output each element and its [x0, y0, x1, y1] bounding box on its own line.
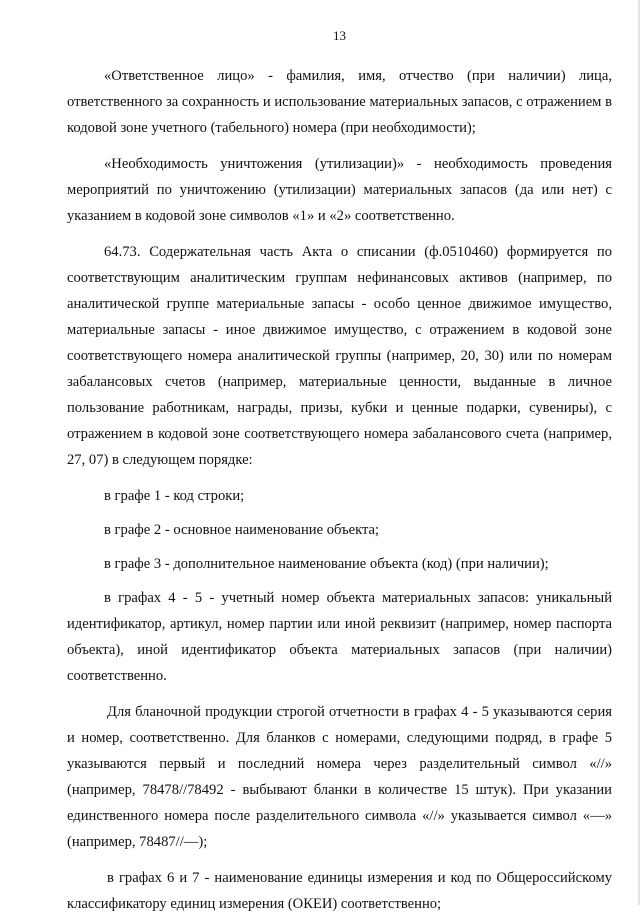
page-number: 13: [333, 28, 346, 43]
paragraph-64-73: 64.73. Содержательная часть Акта о списании (ф.0510460) формируется по соответствующим аналитическим группам нефинансовых активов (например, по аналитической группе материальные запасы - особо ценное движимое имущество, материальные запасы - иное движимое имущество, с отражением в кодовой зоне соответствующего номера аналитической группы (например, 20, 30) или по номерам забалансовых счетов (например, материальные ценности, выданные в личное пользование работникам, награды, призы, кубки и ценные подарки, сувениры), с отражением в кодовой зоне соответствующего номера забалансового счета (например, 27, 07) в следующем порядке:: [67, 244, 612, 468]
paragraph-strict-forms: Для бланочной продукции строгой отчетности в графах 4 - 5 указываются серия и номер, соответственно. Для бланков с номерами, следующими подряд, в графе 5 указываются первый и последний номера через разделительный символ «//» (например, 78478//78492 - выбывают бланки в количестве 15 штук). При указании единственного номера после разделительного символа «//» указывается символ «—» (например, 78487//—);: [67, 704, 612, 850]
paragraph-columns-4-5: в графах 4 - 5 - учетный номер объекта материальных запасов: уникальный идентификатор, артикул, номер партии или иной реквизит (например, номер паспорта объекта), иной идентификатор объекта материальных запасов (при наличии) соответственно.: [67, 590, 612, 684]
paragraph-destruction-necessity: «Необходимость уничтожения (утилизации)» - необходимость проведения мероприятий по уничтожению (утилизации) материальных запасов (да или нет) с указанием в кодовой зоне символов «1» и «2» соответственно.: [67, 156, 612, 224]
paragraph-responsible-person: «Ответственное лицо» - фамилия, имя, отчество (при наличии) лица, ответственного за сохранность и использование материальных запасов, с отражением в кодовой зоне учетного (табельного) номера (при необходимости);: [67, 68, 612, 136]
paragraph-column-2: в графе 2 - основное наименование объекта;: [104, 522, 380, 538]
paragraph-columns-6-7: в графах 6 и 7 - наименование единицы измерения и код по Общероссийскому классификатору единиц измерения (ОКЕИ) соответственно;: [67, 870, 612, 912]
paragraph-column-1: в графе 1 - код строки;: [104, 488, 245, 504]
paragraph-column-3: в графе 3 - дополнительное наименование объекта (код) (при наличии);: [104, 556, 549, 572]
